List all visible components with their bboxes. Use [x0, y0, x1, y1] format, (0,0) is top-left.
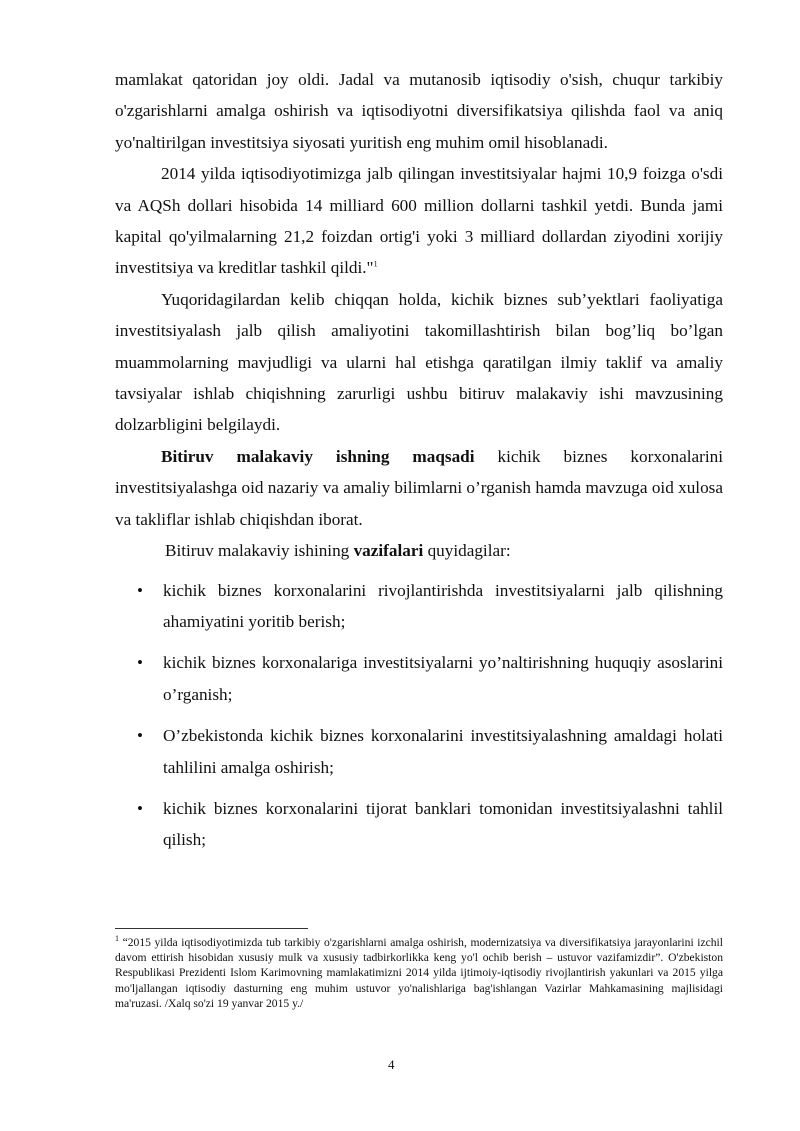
page-number-row: [0, 1057, 800, 1073]
list-item: [115, 575, 723, 638]
footnote: [115, 935, 723, 1011]
task-text: kichik biznes korxonalariga investitsiyalarni yo’naltirishning huquqiy asoslarini o’rganish;: [163, 653, 723, 704]
list-item: [115, 720, 723, 783]
paragraph-5: [115, 535, 723, 566]
task-text: kichik biznes korxonalarini tijorat banklari tomonidan investitsiyalashni tahlil qilish;: [163, 798, 723, 850]
bullet-icon: •: [137, 798, 143, 818]
footnote-reference[interactable]: 1: [373, 259, 378, 269]
footnote-marker: 1: [115, 934, 119, 944]
list-item: [115, 647, 723, 710]
page-number: 4: [388, 1057, 395, 1072]
paragraph-3: Yuqoridagilardan kelib chiqqan holda, kichik biznes sub’yektlari faoliyatiga investitsiyalash jalb qilish amaliyotini takomillashtirish bilan bog’liq bo’lgan muammolarning mavjudligi va ularni hal etishga qaratilgan ilmiy taklif va amaliy tavsiyalar ishlab chiqishning zarurligi ushbu bitiruv malakaviy ishi mavzusining dolzarbligini belgilaydi.: [115, 289, 723, 435]
paragraph-4: [115, 441, 723, 535]
footnote-separator: [115, 928, 308, 929]
body-text: [115, 64, 723, 866]
tasks-intro-pre: Bitiruv malakaviy ishining: [165, 541, 354, 561]
tasks-intro-post: quyidagilar:: [423, 541, 511, 561]
bullet-icon: •: [137, 653, 143, 673]
paragraph-2-text: 2014 yilda iqtisodiyotimizga jalb qilingan investitsiyalar hajmi 10,9 foizga o'sdi va AQSh dollari hisobida 14 milliard 600 million dollarni tashkil yetdi. Bunda jami kapital qo'yilmalarning 21,2 foizdan ortig'i yoki 3 milliard dollardan ziyodini xorijiy investitsiya va kreditlar tashkil qildi.": [115, 164, 723, 278]
bullet-icon: •: [137, 726, 143, 746]
task-list: [115, 575, 723, 856]
purpose-heading: Bitiruv malakaviy ishning maqsadi: [161, 446, 475, 466]
bullet-icon: •: [137, 580, 143, 600]
footnote-text: “2015 yilda iqtisodiyotimizda tub tarkibiy o'zgarishlarni amalga oshirish, modernizatsiya va diversifikatsiya jarayonlarini izchil davom ettirish hisobidan xususiy mulk va xususiy tadbirkorlikka keng yo'l ochib berish – ustuvor vazifamizdir”. O'zbekiston Respublikasi Prezidenti Islom Karimovning mamlakatimizni 2014 yilda ijtimoiy-iqtisodiy rivojlantirish yakunlari va 2015 yilga mo'ljallangan iqtisodiy dasturning eng muhim ustuvor yo'nalishlariga bag'ishlangan Vazirlar Mahkamasining majlisidagi ma'ruzasi. /Xalq so'zi 19 yanvar 2015 y./: [115, 936, 723, 1010]
purpose-text: kichik biznes korxonalarini investitsiyalashga oid nazariy va amaliy bilimlarni o’rganish hamda mavzuga oid xulosa va takliflar ishlab chiqishdan iborat.: [115, 446, 724, 529]
task-text: kichik biznes korxonalarini rivojlantirishda investitsiyalarni jalb qilishning ahamiyatini yoritib berish;: [163, 580, 723, 631]
task-text: O’zbekistonda kichik biznes korxonalarini investitsiyalashning amaldagi holati tahlilini amalga oshirish;: [163, 726, 723, 777]
paragraph-1: mamlakat qatoridan joy oldi. Jadal va mutanosib iqtisodiy o'sish, chuqur tarkibiy o'zgarishlarni amalga oshirish va iqtisodiyotni diversifikatsiya qilishda faol va aniq yo'naltirilgan investitsiya siyosati yuritish eng muhim omil hisoblanadi.: [115, 70, 723, 152]
tasks-intro-bold: vazifalari: [353, 541, 424, 561]
paragraph-2: [115, 158, 723, 284]
list-item: [115, 793, 723, 856]
